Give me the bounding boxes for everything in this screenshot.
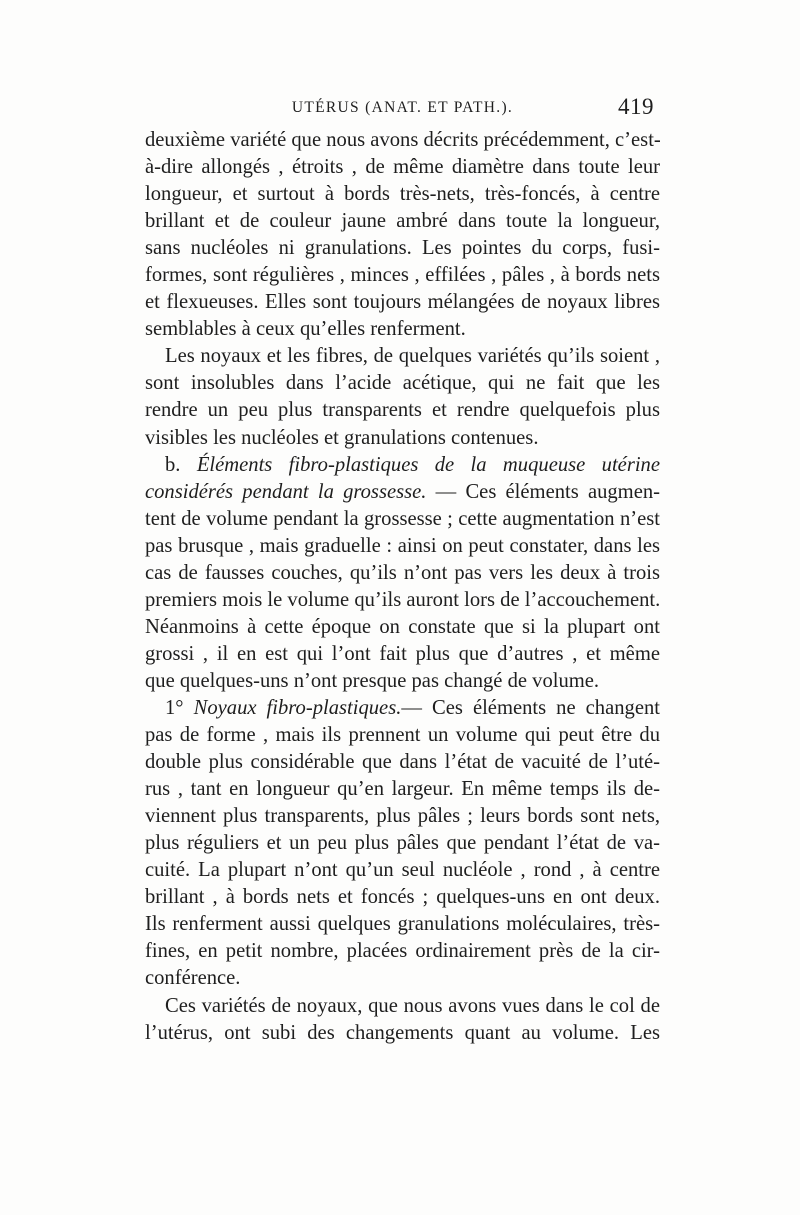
section-label: b.	[165, 453, 181, 476]
text-line: que quelques-uns n’ont presque pas changé de volume.	[145, 669, 600, 692]
text-line: Néanmoins à cette époque on constate que si la plupart ont	[145, 615, 660, 638]
text-line: brillant , à bords nets et foncés ; quelques-uns en ont deux.	[145, 886, 660, 909]
text-line: premiers mois le volume qu’ils auront lors de l’accouchement.	[145, 588, 661, 611]
text-line: pas de forme , mais ils prennent un volume qui peut être du	[145, 724, 660, 747]
text-line: Ces variétés de noyaux, que nous avons vues dans le col de	[165, 994, 660, 1017]
text-line: brillant et de couleur jaune ambré dans toute la longueur,	[145, 210, 660, 233]
text-line: cas de fausses couches, qu’ils n’ont pas vers les deux à trois	[145, 561, 660, 584]
section-title-italic-cont: considérés pendant la grossesse.	[145, 480, 427, 503]
text-run: — Ces éléments augmen-	[426, 480, 661, 503]
page-number: 419	[618, 94, 654, 119]
text-line	[145, 479, 660, 506]
text-line: formes, sont régulières , minces , effilées , pâles , à bords nets	[145, 264, 660, 287]
noyaux-heading-line	[145, 695, 660, 722]
paragraph-2	[145, 343, 660, 451]
text-line: cuité. La plupart n’ont qu’un seul nucléole , rond , à centre	[145, 859, 660, 882]
text-line: et flexueuses. Elles sont toujours mélangées de noyaux libres	[145, 291, 660, 314]
text-line: conférence.	[145, 967, 241, 990]
text-line: longueur, et surtout à bords très-nets, très-foncés, à centre	[145, 183, 660, 206]
text-line: sans nucléoles ni granulations. Les pointes du corps, fusi-	[145, 237, 660, 260]
item-number: 1°	[165, 696, 184, 719]
noyaux-paragraph	[145, 695, 660, 993]
text-line: visibles les nucléoles et granulations contenues.	[145, 426, 539, 449]
text-line: tent de volume pendant la grossesse ; cette augmentation n’est	[145, 507, 660, 530]
text-line: deuxième variété que nous avons décrits précédemment, c’est-	[145, 129, 661, 151]
running-title: UTÉRUS (ANAT. ET PATH.).	[291, 99, 514, 116]
text-line: rus , tant en longueur qu’en largeur. En même temps ils de-	[145, 778, 660, 801]
text-line: l’utérus, ont subi des changements quant au volume. Les	[145, 1021, 660, 1044]
section-title-italic: Éléments fibro-plastiques de la muqueuse utérine	[196, 453, 660, 476]
text-line: pas brusque , mais graduelle : ainsi on peut constater, dans les	[145, 534, 660, 557]
text-line: Ils renferment aussi quelques granulations moléculaires, très-	[145, 913, 660, 936]
text-line: sont insolubles dans l’acide acétique, qui ne fait que les	[145, 372, 660, 395]
running-head	[145, 94, 660, 122]
text-line: grossi , il en est qui l’ont fait plus que d’autres , et même	[145, 642, 660, 665]
paragraph-1	[145, 127, 660, 343]
text-line: semblables à ceux qu’elles renferment.	[145, 318, 466, 341]
paragraph-5	[145, 993, 660, 1047]
text-line: fines, en petit nombre, placées ordinairement près de la cir-	[145, 940, 660, 963]
text-line: Les noyaux et les fibres, de quelques variétés qu’ils soient ,	[165, 345, 660, 368]
item-title-italic: Noyaux fibro-plastiques.	[193, 696, 402, 719]
text-line: à-dire allongés , étroits , de même diamètre dans toute leur	[145, 156, 660, 179]
text-line: viennent plus transparents, plus pâles ; leurs bords sont nets,	[145, 805, 660, 828]
section-b-heading-line	[145, 452, 660, 479]
body-text	[145, 127, 660, 1047]
text-line: plus réguliers et un peu plus pâles que pendant l’état de va-	[145, 832, 660, 855]
section-b-paragraph	[145, 452, 660, 695]
text-line: rendre un peu plus transparents et rendre quelquefois plus	[145, 399, 660, 422]
text-run: — Ces éléments ne changent	[401, 696, 660, 719]
text-line: double plus considérable que dans l’état de vacuité de l’uté-	[145, 751, 660, 774]
